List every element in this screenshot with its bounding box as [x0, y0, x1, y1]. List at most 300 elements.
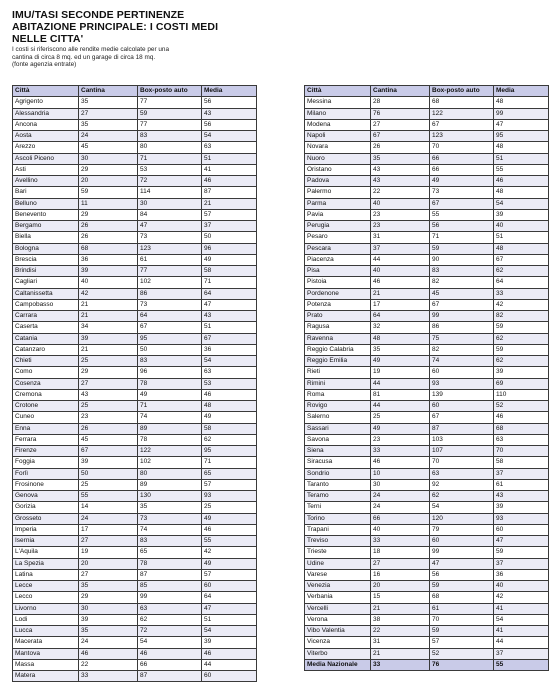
- cantina-cell: 35: [79, 119, 138, 130]
- box-cell: 61: [430, 603, 494, 614]
- table-row: [305, 423, 549, 434]
- media-cell: 41: [494, 626, 549, 637]
- box-cell: 82: [430, 344, 494, 355]
- box-cell: 61: [138, 254, 202, 265]
- table-row: [305, 232, 549, 243]
- table-row: [305, 558, 549, 569]
- city-cell: Milano: [305, 108, 371, 119]
- city-cell: Savona: [305, 434, 371, 445]
- table-row: [305, 187, 549, 198]
- box-cell: 65: [138, 547, 202, 558]
- cost-table-left: [12, 85, 257, 682]
- box-cell: 92: [430, 479, 494, 490]
- table-row: [13, 108, 257, 119]
- cantina-cell: 23: [371, 209, 430, 220]
- media-cell: 21: [202, 198, 257, 209]
- media-cell: 43: [202, 311, 257, 322]
- cantina-cell: 24: [79, 513, 138, 524]
- city-cell: Terni: [305, 502, 371, 513]
- city-cell: Trieste: [305, 547, 371, 558]
- media-cell: 54: [494, 198, 549, 209]
- city-cell: Pistoia: [305, 277, 371, 288]
- table-row: [305, 637, 549, 648]
- cantina-cell: 48: [371, 333, 430, 344]
- city-cell: Genova: [13, 491, 79, 502]
- city-cell: Sondrio: [305, 468, 371, 479]
- cantina-cell: 40: [79, 277, 138, 288]
- table-row: [305, 479, 549, 490]
- media-cell: 51: [494, 232, 549, 243]
- media-cell: 36: [494, 569, 549, 580]
- table-row: [13, 311, 257, 322]
- box-cell: 66: [430, 153, 494, 164]
- box-cell: 70: [430, 614, 494, 625]
- city-cell: Siracusa: [305, 457, 371, 468]
- city-cell: Lecce: [13, 581, 79, 592]
- table-row: [13, 356, 257, 367]
- city-cell: Perugia: [305, 221, 371, 232]
- city-cell: Biella: [13, 232, 79, 243]
- table-row: [13, 659, 257, 670]
- media-cell: 57: [202, 209, 257, 220]
- city-cell: Imperia: [13, 524, 79, 535]
- cantina-cell: 35: [371, 153, 430, 164]
- media-cell: 54: [202, 356, 257, 367]
- cantina-cell: 22: [371, 187, 430, 198]
- box-cell: 99: [430, 311, 494, 322]
- table-row: [305, 524, 549, 535]
- box-cell: 82: [430, 277, 494, 288]
- city-cell: Enna: [13, 423, 79, 434]
- city-cell: Bari: [13, 187, 79, 198]
- box-cell: 52: [430, 648, 494, 659]
- box-cell: 102: [138, 457, 202, 468]
- media-cell: 63: [202, 367, 257, 378]
- city-cell: Firenze: [13, 446, 79, 457]
- media-cell: 46: [202, 648, 257, 659]
- box-cell: 99: [430, 547, 494, 558]
- city-cell: Nuoro: [305, 153, 371, 164]
- cantina-cell: 40: [371, 524, 430, 535]
- media-cell: 51: [202, 153, 257, 164]
- table-row: [305, 266, 549, 277]
- media-cell: 37: [494, 468, 549, 479]
- city-cell: Rovigo: [305, 401, 371, 412]
- cantina-cell: 21: [371, 288, 430, 299]
- box-cell: 66: [138, 659, 202, 670]
- table-row: [13, 198, 257, 209]
- cantina-cell: 35: [79, 626, 138, 637]
- box-cell: 89: [138, 423, 202, 434]
- table-row: [305, 322, 549, 333]
- city-cell: Vicenza: [305, 637, 371, 648]
- national-label: Media Nazionale: [305, 659, 371, 670]
- media-cell: 59: [494, 547, 549, 558]
- box-cell: 78: [138, 434, 202, 445]
- cantina-cell: 21: [371, 603, 430, 614]
- cantina-cell: 81: [371, 389, 430, 400]
- city-cell: Lodi: [13, 614, 79, 625]
- city-cell: Belluno: [13, 198, 79, 209]
- box-cell: 49: [430, 176, 494, 187]
- cantina-cell: 46: [371, 457, 430, 468]
- box-cell: 93: [430, 378, 494, 389]
- city-cell: Gorizia: [13, 502, 79, 513]
- cantina-cell: 34: [79, 322, 138, 333]
- city-cell: Isernia: [13, 536, 79, 547]
- city-cell: Torino: [305, 513, 371, 524]
- media-cell: 40: [494, 221, 549, 232]
- table-row: [305, 378, 549, 389]
- media-cell: 62: [202, 434, 257, 445]
- media-cell: 47: [202, 299, 257, 310]
- box-cell: 73: [430, 187, 494, 198]
- box-cell: 68: [430, 592, 494, 603]
- media-cell: 64: [202, 592, 257, 603]
- cantina-cell: 45: [79, 142, 138, 153]
- media-cell: 61: [494, 479, 549, 490]
- media-cell: 39: [494, 367, 549, 378]
- cantina-cell: 24: [371, 502, 430, 513]
- cantina-cell: 50: [79, 468, 138, 479]
- city-cell: Piacenza: [305, 254, 371, 265]
- media-cell: 110: [494, 389, 549, 400]
- box-cell: 123: [138, 243, 202, 254]
- cantina-cell: 40: [371, 266, 430, 277]
- media-cell: 47: [202, 603, 257, 614]
- table-row: [305, 243, 549, 254]
- media-cell: 53: [202, 378, 257, 389]
- city-cell: La Spezia: [13, 558, 79, 569]
- box-cell: 62: [138, 614, 202, 625]
- city-cell: Foggia: [13, 457, 79, 468]
- table-row: [305, 581, 549, 592]
- city-cell: Ancona: [13, 119, 79, 130]
- media-cell: 42: [494, 299, 549, 310]
- table-header-row: [305, 86, 549, 97]
- box-cell: 72: [138, 626, 202, 637]
- box-cell: 114: [138, 187, 202, 198]
- box-cell: 67: [430, 299, 494, 310]
- table-row: [13, 221, 257, 232]
- cantina-cell: 27: [79, 536, 138, 547]
- box-cell: 56: [430, 569, 494, 580]
- table-row: [305, 221, 549, 232]
- media-cell: 71: [202, 277, 257, 288]
- box-cell: 71: [430, 232, 494, 243]
- media-cell: 42: [494, 592, 549, 603]
- city-cell: Vercelli: [305, 603, 371, 614]
- cantina-cell: 29: [79, 164, 138, 175]
- box-cell: 72: [138, 176, 202, 187]
- media-cell: 95: [202, 446, 257, 457]
- city-cell: Verbania: [305, 592, 371, 603]
- city-cell: Modena: [305, 119, 371, 130]
- cantina-cell: 30: [371, 479, 430, 490]
- cantina-cell: 22: [79, 659, 138, 670]
- box-cell: 89: [138, 479, 202, 490]
- media-cell: 62: [494, 266, 549, 277]
- table-row: [13, 378, 257, 389]
- cantina-cell: 26: [371, 142, 430, 153]
- media-cell: 58: [202, 423, 257, 434]
- city-cell: Ravenna: [305, 333, 371, 344]
- media-cell: 55: [494, 164, 549, 175]
- city-cell: Cagliari: [13, 277, 79, 288]
- table-row: [305, 457, 549, 468]
- cantina-cell: 35: [79, 97, 138, 108]
- table-row: [305, 119, 549, 130]
- table-row: [305, 333, 549, 344]
- source-note: [12, 46, 169, 69]
- media-cell: 52: [494, 401, 549, 412]
- city-cell: Frosinone: [13, 479, 79, 490]
- cantina-cell: 21: [79, 299, 138, 310]
- city-cell: Asti: [13, 164, 79, 175]
- box-cell: 62: [430, 491, 494, 502]
- table-row: [13, 592, 257, 603]
- table-header-row: [13, 86, 257, 97]
- city-cell: Salerno: [305, 412, 371, 423]
- cantina-cell: 33: [79, 671, 138, 682]
- table-row: [13, 187, 257, 198]
- box-cell: 95: [138, 333, 202, 344]
- city-cell: Latina: [13, 569, 79, 580]
- box-cell: 67: [430, 198, 494, 209]
- cantina-cell: 39: [79, 614, 138, 625]
- media-cell: 57: [202, 569, 257, 580]
- city-cell: Viterbo: [305, 648, 371, 659]
- cantina-cell: 30: [79, 153, 138, 164]
- table-row: [13, 153, 257, 164]
- box-cell: 90: [430, 254, 494, 265]
- city-cell: Pescara: [305, 243, 371, 254]
- cantina-cell: 10: [371, 468, 430, 479]
- city-cell: Alessandria: [13, 108, 79, 119]
- media-cell: 60: [202, 671, 257, 682]
- city-cell: Reggio Calabria: [305, 344, 371, 355]
- city-cell: L'Aquila: [13, 547, 79, 558]
- table-row: [13, 468, 257, 479]
- cantina-cell: 23: [79, 412, 138, 423]
- table-row: [305, 536, 549, 547]
- media-cell: 46: [202, 176, 257, 187]
- cantina-cell: 38: [371, 614, 430, 625]
- media-cell: 71: [202, 457, 257, 468]
- city-cell: Rieti: [305, 367, 371, 378]
- table-row: [305, 164, 549, 175]
- box-cell: 85: [138, 581, 202, 592]
- box-cell: 50: [138, 344, 202, 355]
- box-cell: 67: [430, 412, 494, 423]
- city-cell: Napoli: [305, 131, 371, 142]
- box-cell: 120: [430, 513, 494, 524]
- box-cell: 68: [430, 97, 494, 108]
- table-row: [13, 626, 257, 637]
- media-cell: 37: [494, 648, 549, 659]
- media-cell: 58: [494, 457, 549, 468]
- city-cell: Caltanissetta: [13, 288, 79, 299]
- cantina-cell: 27: [371, 119, 430, 130]
- box-cell: 75: [430, 333, 494, 344]
- cantina-cell: 16: [371, 569, 430, 580]
- media-cell: 54: [202, 131, 257, 142]
- media-cell: 41: [202, 164, 257, 175]
- cantina-cell: 17: [79, 524, 138, 535]
- table-row: [305, 131, 549, 142]
- cantina-cell: 43: [79, 389, 138, 400]
- city-cell: Cuneo: [13, 412, 79, 423]
- media-cell: 57: [202, 479, 257, 490]
- box-cell: 122: [138, 446, 202, 457]
- table-row: [13, 97, 257, 108]
- table-row: [13, 277, 257, 288]
- media-cell: 41: [494, 603, 549, 614]
- city-cell: Ascoli Piceno: [13, 153, 79, 164]
- city-cell: Vibo Valentia: [305, 626, 371, 637]
- table-row: [13, 344, 257, 355]
- table-row: [13, 232, 257, 243]
- cantina-cell: 21: [79, 344, 138, 355]
- table-row: [305, 142, 549, 153]
- media-cell: 59: [494, 322, 549, 333]
- box-cell: 80: [138, 142, 202, 153]
- national-box: 76: [430, 659, 494, 670]
- header-media: Media: [202, 86, 257, 97]
- cantina-cell: 19: [371, 367, 430, 378]
- table-row: [13, 603, 257, 614]
- cantina-cell: 18: [371, 547, 430, 558]
- cantina-cell: 55: [79, 491, 138, 502]
- box-cell: 47: [138, 221, 202, 232]
- media-cell: 51: [494, 153, 549, 164]
- city-cell: Udine: [305, 558, 371, 569]
- table-row: [13, 389, 257, 400]
- box-cell: 67: [138, 322, 202, 333]
- media-cell: 46: [494, 412, 549, 423]
- table-row: [305, 491, 549, 502]
- city-cell: Matera: [13, 671, 79, 682]
- city-cell: Sassari: [305, 423, 371, 434]
- media-cell: 96: [202, 243, 257, 254]
- city-cell: Lucca: [13, 626, 79, 637]
- box-cell: 139: [430, 389, 494, 400]
- box-cell: 64: [138, 311, 202, 322]
- box-cell: 49: [138, 389, 202, 400]
- table-row: [305, 626, 549, 637]
- box-cell: 60: [430, 401, 494, 412]
- cantina-cell: 20: [371, 581, 430, 592]
- media-cell: 48: [494, 142, 549, 153]
- city-cell: Treviso: [305, 536, 371, 547]
- media-cell: 67: [202, 333, 257, 344]
- cantina-cell: 32: [371, 322, 430, 333]
- city-cell: Bologna: [13, 243, 79, 254]
- table-row: [13, 434, 257, 445]
- city-cell: Bergamo: [13, 221, 79, 232]
- box-cell: 73: [138, 299, 202, 310]
- box-cell: 67: [430, 119, 494, 130]
- cantina-cell: 19: [79, 547, 138, 558]
- table-row: [13, 209, 257, 220]
- table-row: [13, 333, 257, 344]
- table-row: [305, 356, 549, 367]
- media-cell: 62: [494, 333, 549, 344]
- media-cell: 40: [494, 581, 549, 592]
- box-cell: 63: [430, 468, 494, 479]
- box-cell: 87: [138, 671, 202, 682]
- cantina-cell: 17: [371, 299, 430, 310]
- city-cell: Oristano: [305, 164, 371, 175]
- media-cell: 63: [494, 434, 549, 445]
- media-cell: 62: [494, 356, 549, 367]
- box-cell: 96: [138, 367, 202, 378]
- media-cell: 70: [494, 446, 549, 457]
- table-row: [13, 671, 257, 682]
- media-cell: 39: [494, 209, 549, 220]
- table-row: [13, 558, 257, 569]
- national-cantina: 33: [371, 659, 430, 670]
- city-cell: Reggio Emilia: [305, 356, 371, 367]
- media-cell: 65: [202, 468, 257, 479]
- cantina-cell: 23: [371, 434, 430, 445]
- media-cell: 58: [202, 266, 257, 277]
- city-cell: Agrigento: [13, 97, 79, 108]
- box-cell: 71: [138, 401, 202, 412]
- box-cell: 123: [430, 131, 494, 142]
- box-cell: 102: [138, 277, 202, 288]
- table-row: [13, 119, 257, 130]
- media-cell: 39: [494, 502, 549, 513]
- table-row: [305, 97, 549, 108]
- city-cell: Trapani: [305, 524, 371, 535]
- national-media: 55: [494, 659, 549, 670]
- table-row: [13, 547, 257, 558]
- media-cell: 49: [202, 558, 257, 569]
- table-row: [13, 266, 257, 277]
- cantina-cell: 37: [371, 243, 430, 254]
- media-cell: 93: [202, 491, 257, 502]
- cantina-cell: 24: [79, 637, 138, 648]
- city-cell: Lecco: [13, 592, 79, 603]
- table-row: [13, 569, 257, 580]
- cantina-cell: 45: [79, 434, 138, 445]
- cantina-cell: 29: [79, 209, 138, 220]
- cantina-cell: 76: [371, 108, 430, 119]
- header-box: Box-posto auto: [430, 86, 494, 97]
- box-cell: 59: [430, 243, 494, 254]
- cantina-cell: 40: [371, 198, 430, 209]
- city-cell: Mantova: [13, 648, 79, 659]
- city-cell: Ferrara: [13, 434, 79, 445]
- media-cell: 47: [494, 536, 549, 547]
- box-cell: 53: [138, 164, 202, 175]
- city-cell: Novara: [305, 142, 371, 153]
- cantina-cell: 30: [79, 603, 138, 614]
- table-row: [13, 446, 257, 457]
- cantina-cell: 67: [371, 131, 430, 142]
- media-cell: 48: [494, 97, 549, 108]
- title-line-1: IMU/TASI SECONDE PERTINENZE: [12, 9, 185, 21]
- cantina-cell: 66: [371, 513, 430, 524]
- city-cell: Cosenza: [13, 378, 79, 389]
- media-cell: 69: [494, 378, 549, 389]
- table-row: [305, 401, 549, 412]
- cantina-cell: 35: [79, 581, 138, 592]
- cantina-cell: 44: [371, 378, 430, 389]
- media-cell: 59: [494, 344, 549, 355]
- media-cell: 49: [202, 412, 257, 423]
